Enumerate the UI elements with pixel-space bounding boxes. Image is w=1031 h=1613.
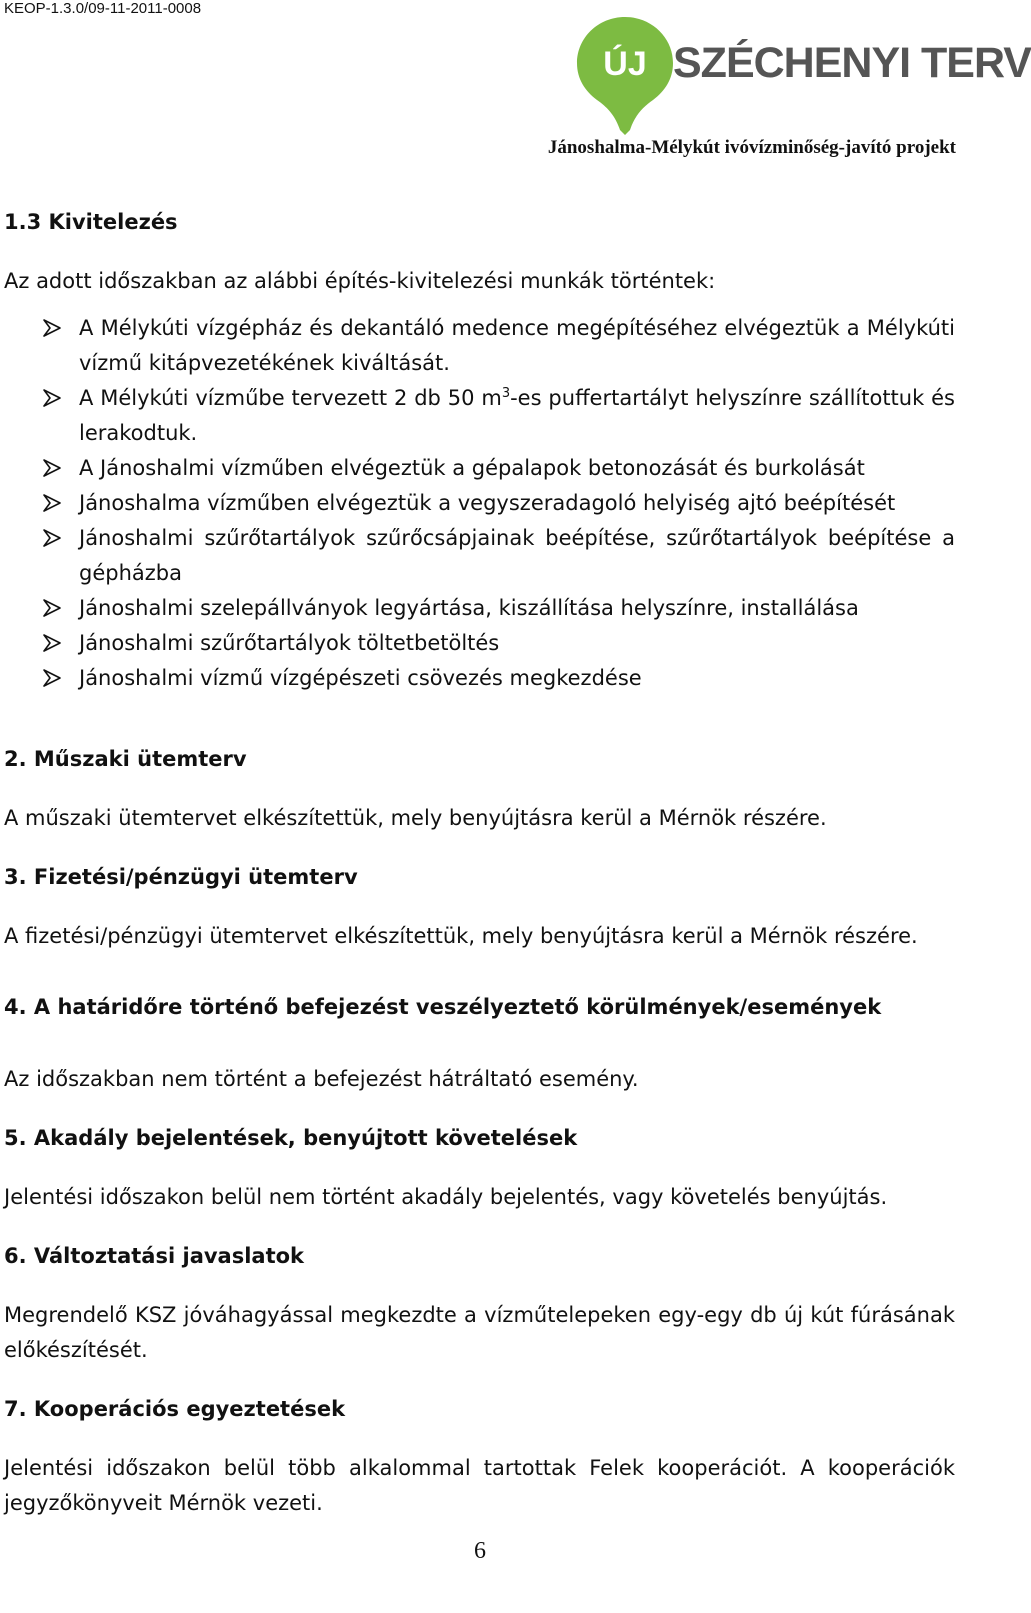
list-item	[4, 381, 955, 451]
list-item-text-cont: -es puffertartályt helyszínre szállítottuk és lerakodtuk.	[79, 386, 956, 445]
document-code: KEOP-1.3.0/09-11-2011-0008	[4, 0, 202, 17]
arrow-bullet-icon	[42, 458, 62, 478]
logo-text: SZÉCHENYI TERV	[673, 39, 1031, 87]
section-heading-7: 7. Kooperációs egyeztetések	[4, 1397, 346, 1421]
section-heading-3: 3. Fizetési/pénzügyi ütemterv	[4, 865, 358, 889]
section-3-text: A fizetési/pénzügyi ütemtervet elkészítettük, mely benyújtásra kerül a Mérnök részére.	[4, 924, 918, 948]
list-item-text: Jánoshalmi szűrőtartályok szűrőcsápjainak beépítése, szűrőtartályok beépítése a gépházba	[79, 526, 955, 585]
arrow-bullet-icon	[42, 493, 62, 513]
list-item	[4, 521, 955, 591]
kivitelezes-intro: Az adott időszakban az alábbi építés-kivitelezési munkák történtek:	[4, 269, 716, 293]
arrow-bullet-icon	[42, 388, 62, 408]
document-body	[4, 205, 955, 1521]
list-item	[4, 451, 955, 486]
section-7-text: Jelentési időszakon belül több alkalommal tartottak Felek kooperációt. A kooperációk jegyzőkönyveit Mérnök vezeti.	[4, 1456, 955, 1515]
section-5-text: Jelentési időszakon belül nem történt akadály bejelentés, vagy követelés benyújtás.	[4, 1185, 888, 1209]
list-item-text: A Mélykúti vízműbe tervezett 2 db 50 m	[79, 386, 502, 410]
list-item	[4, 661, 955, 696]
list-item-text: Jánoshalmi szelepállványok legyártása, kiszállítása helyszínre, installálása	[79, 596, 859, 620]
list-item-text: Jánoshalmi szűrőtartályok töltetbetöltés	[79, 631, 500, 655]
list-item	[4, 591, 955, 626]
section-2-text: A műszaki ütemtervet elkészítettük, mely benyújtásra kerül a Mérnök részére.	[4, 806, 827, 830]
list-item-text: A Jánoshalmi vízműben elvégeztük a gépalapok betonozását és burkolását	[79, 456, 865, 480]
section-heading-6: 6. Változtatási javaslatok	[4, 1244, 305, 1268]
section-6-text: Megrendelő KSZ jóváhagyással megkezdte a vízműtelepeken egy-egy db új kút fúrásának előkészítését.	[4, 1303, 955, 1362]
project-title: Jánoshalma-Mélykút ivóvízminőség-javító projekt	[547, 137, 956, 158]
section-4-text: Az időszakban nem történt a befejezést hátráltató esemény.	[4, 1067, 639, 1091]
section-heading-kivitelezes: 1.3 Kivitelezés	[4, 210, 178, 234]
arrow-bullet-icon	[42, 598, 62, 618]
logo-pin-icon	[575, 15, 675, 135]
arrow-bullet-icon	[42, 528, 62, 548]
work-items-list	[4, 311, 955, 696]
list-item-text: A Mélykúti vízgépház és dekantáló medence megépítéséhez elvégeztük a Mélykúti vízmű kitápvezetékének kiváltását.	[79, 316, 955, 375]
section-heading-2: 2. Műszaki ütemterv	[4, 747, 247, 771]
list-item-text: Jánoshalmi vízmű vízgépészeti csövezés megkezdése	[79, 666, 642, 690]
arrow-bullet-icon	[42, 633, 62, 653]
arrow-bullet-icon	[42, 318, 62, 338]
szechenyi-terv-logo	[575, 15, 1031, 135]
page-number: 6	[474, 1538, 486, 1564]
list-item	[4, 486, 955, 521]
list-item	[4, 626, 955, 661]
arrow-bullet-icon	[42, 668, 62, 688]
section-heading-4: 4. A határidőre történő befejezést veszélyeztető körülmények/események	[4, 995, 882, 1019]
list-item	[4, 311, 955, 381]
logo-badge-text: ÚJ	[603, 45, 647, 83]
section-heading-5: 5. Akadály bejelentések, benyújtott követelések	[4, 1126, 578, 1150]
list-item-text: Jánoshalma vízműben elvégeztük a vegyszeradagoló helyiség ajtó beépítését	[79, 491, 896, 515]
superscript-3: 3	[501, 386, 511, 401]
